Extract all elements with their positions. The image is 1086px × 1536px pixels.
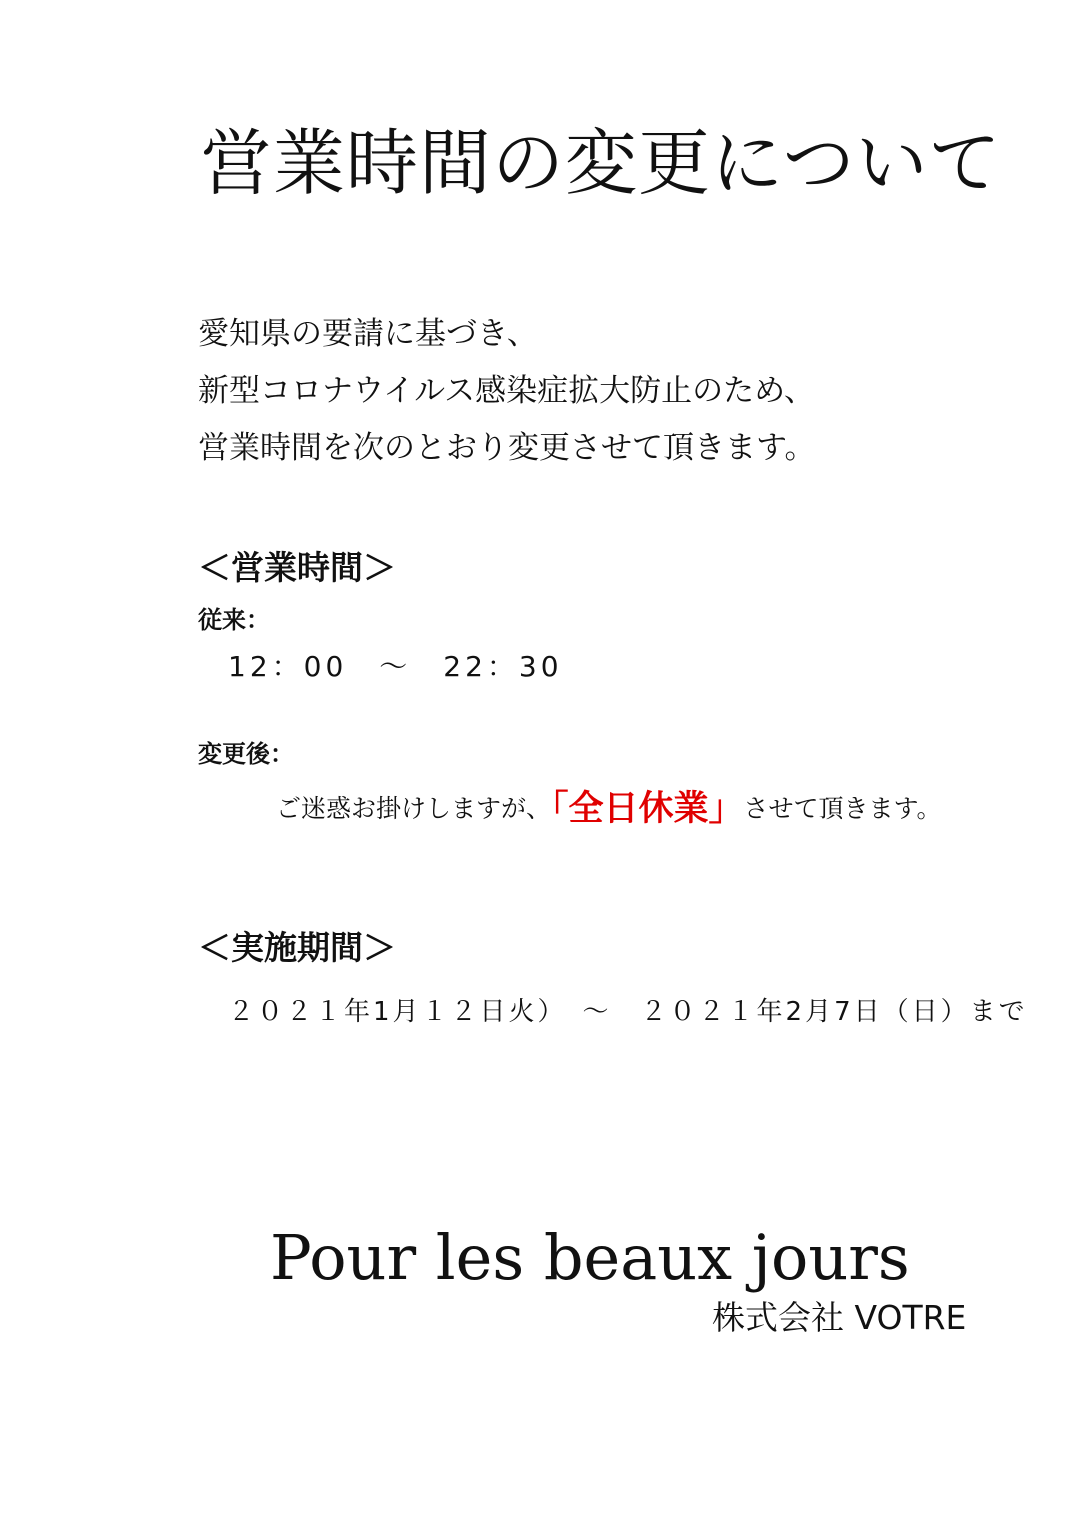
period-dates: ２０２１年1月１２日火） ～ ２０２１年2月7日（日）まで — [228, 997, 1028, 1027]
brand-name: Pour les beaux jours — [270, 1221, 910, 1294]
previous-hours-time: 12：00 ～ 22：30 — [228, 650, 563, 683]
intro-paragraph — [198, 306, 816, 477]
business-hours-heading: ＜営業時間＞ — [198, 548, 396, 587]
previous-hours-label: 従来： — [198, 606, 270, 634]
new-hours-label: 変更後： — [198, 740, 294, 768]
intro-line-1: 愛知県の要請に基づき、 — [198, 316, 538, 352]
new-hours-prefix: ご迷惑お掛けしますが、 — [276, 794, 552, 823]
new-hours-suffix: させて頂きます。 — [743, 794, 942, 823]
notice-title: 営業時間の変更について — [200, 121, 1002, 205]
period-heading: ＜実施期間＞ — [198, 928, 396, 967]
closed-all-day-highlight: 「全日休業」 — [551, 789, 744, 829]
intro-line-2: 新型コロナウイルス感染症拡大防止のため、 — [198, 373, 815, 409]
new-hours-statement — [276, 786, 942, 831]
company-name: 株式会社 VOTRE — [712, 1298, 967, 1337]
intro-line-3: 営業時間を次のとおり変更させて頂きます。 — [198, 430, 816, 466]
